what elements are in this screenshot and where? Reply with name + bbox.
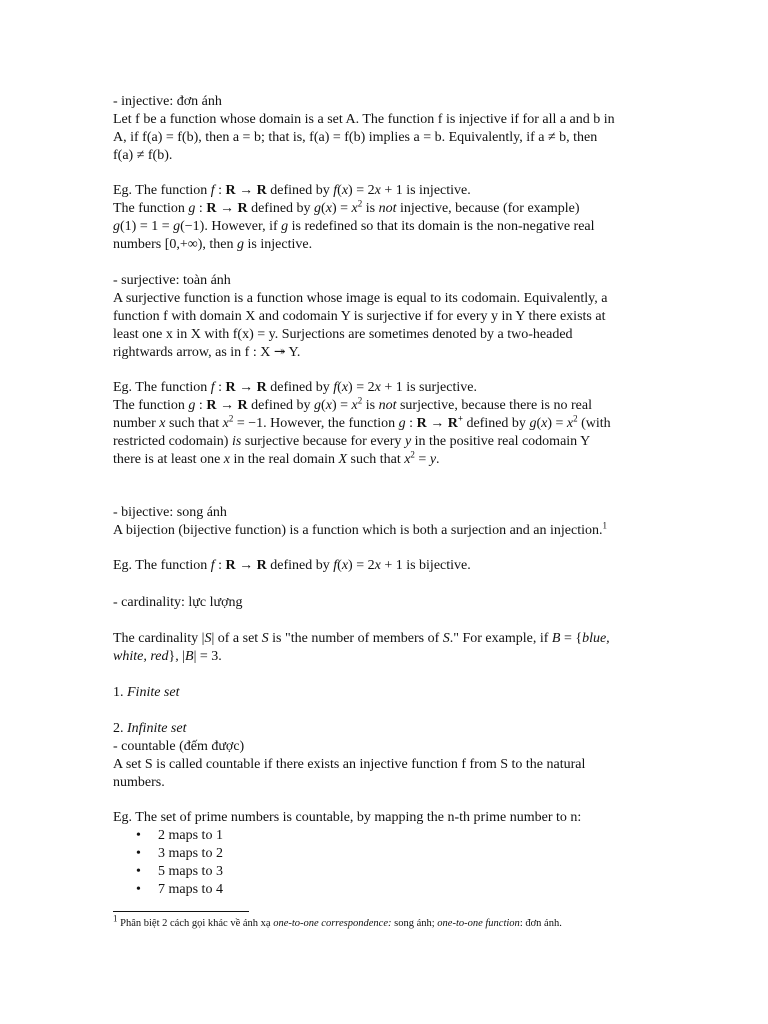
surjective-example-2c: restricted codomain) is surjective because for every y in the positive real codomain Y — [113, 434, 591, 449]
list-item: • 5 maps to 3 — [136, 864, 223, 879]
list-item: • 7 maps to 4 — [136, 882, 223, 897]
countable-text-1: A set S is called countable if there exists an injective function f from S to the natural — [113, 757, 586, 772]
footnote: $^1$ Phân biệt 2 cách gọi khác về ánh xạ one-to-one correspondence: song ánh; one-to-one function: đơn ánh. — [113, 913, 562, 929]
list-item: • 3 maps to 2 — [136, 846, 223, 861]
infinite-set-item: 2. Infinite set — [113, 721, 187, 736]
bijective-example: Eg. The function f : R → R defined by f(x) = 2x + 1 is bijective. — [113, 558, 471, 573]
bullet-icon: • — [136, 846, 141, 861]
countable-example: Eg. The set of prime numbers is countable, by mapping the n-th prime number to n: — [113, 810, 582, 825]
injective-text-3: f(a) ≠ f(b). — [113, 148, 173, 163]
surjective-heading: - surjective: toàn ánh — [113, 273, 231, 288]
list-item: • 2 maps to 1 — [136, 828, 223, 843]
cardinality-text-2: white, red}, |B| = 3. — [113, 649, 222, 664]
injective-example-2c: numbers [0,+∞), then g is injective. — [113, 237, 313, 252]
surjective-example-2d: there is at least one x in the real domain X such that $x^2 = y$. — [113, 449, 440, 467]
injective-example-1: Eg. The function f : R → R defined by f(x) = 2x + 1 is injective. — [113, 183, 471, 198]
bijective-text: A bijection (bijective function) is a function which is both a surjection and an injection.$^1$ — [113, 520, 607, 538]
bullet-icon: • — [136, 864, 141, 879]
injective-text-1: Let f be a function whose domain is a set A. The function f is injective if for all a and b in — [113, 112, 615, 127]
surjective-example-1: Eg. The function f : R → R defined by f(x) = 2x + 1 is surjective. — [113, 380, 477, 395]
injective-example-2a: The function g : R → R defined by $g(x) = x^2$ is not injective, because (for example) — [113, 198, 580, 216]
cardinality-heading: - cardinality: lực lượng — [113, 595, 243, 610]
injective-text-2: A, if f(a) = f(b), then a = b; that is, f(a) = f(b) implies a = b. Equivalently, if a ≠ b, then — [113, 130, 598, 145]
countable-heading: - countable (đếm được) — [113, 739, 245, 754]
footnote-reference[interactable]: 1 — [602, 520, 607, 531]
finite-set-item: 1. Finite set — [113, 685, 180, 700]
surjective-text-4: rightwards arrow, as in f : X ↠ Y. — [113, 345, 301, 360]
cardinality-text-1: The cardinality |S| of a set S is "the number of members of S." For example, if B = {blue, — [113, 631, 610, 646]
surjective-text-1: A surjective function is a function whose image is equal to its codomain. Equivalently, a — [113, 291, 608, 306]
surjective-example-2a: The function g : R → R defined by $g(x) = x^2$ is not surjective, because there is no real — [113, 395, 592, 413]
footnote-separator — [113, 911, 249, 912]
bijective-heading: - bijective: song ánh — [113, 505, 227, 520]
injective-heading: - injective: đơn ánh — [113, 94, 222, 109]
surjective-text-3: least one x in X with f(x) = y. Surjections are sometimes denoted by a two-headed — [113, 327, 573, 342]
bullet-icon: • — [136, 882, 141, 897]
injective-example-2b: g(1) = 1 = g(−1). However, if g is redefined so that its domain is the non-negative real — [113, 219, 595, 234]
surjective-text-2: function f with domain X and codomain Y is surjective if for every y in Y there exists at — [113, 309, 606, 324]
countable-text-2: numbers. — [113, 775, 165, 790]
surjective-example-2b: number x such that $x^2 = -1$. However, the function g : R → R+ defined by $g(x) = x^2$ (with — [113, 413, 611, 431]
bullet-icon: • — [136, 828, 141, 843]
